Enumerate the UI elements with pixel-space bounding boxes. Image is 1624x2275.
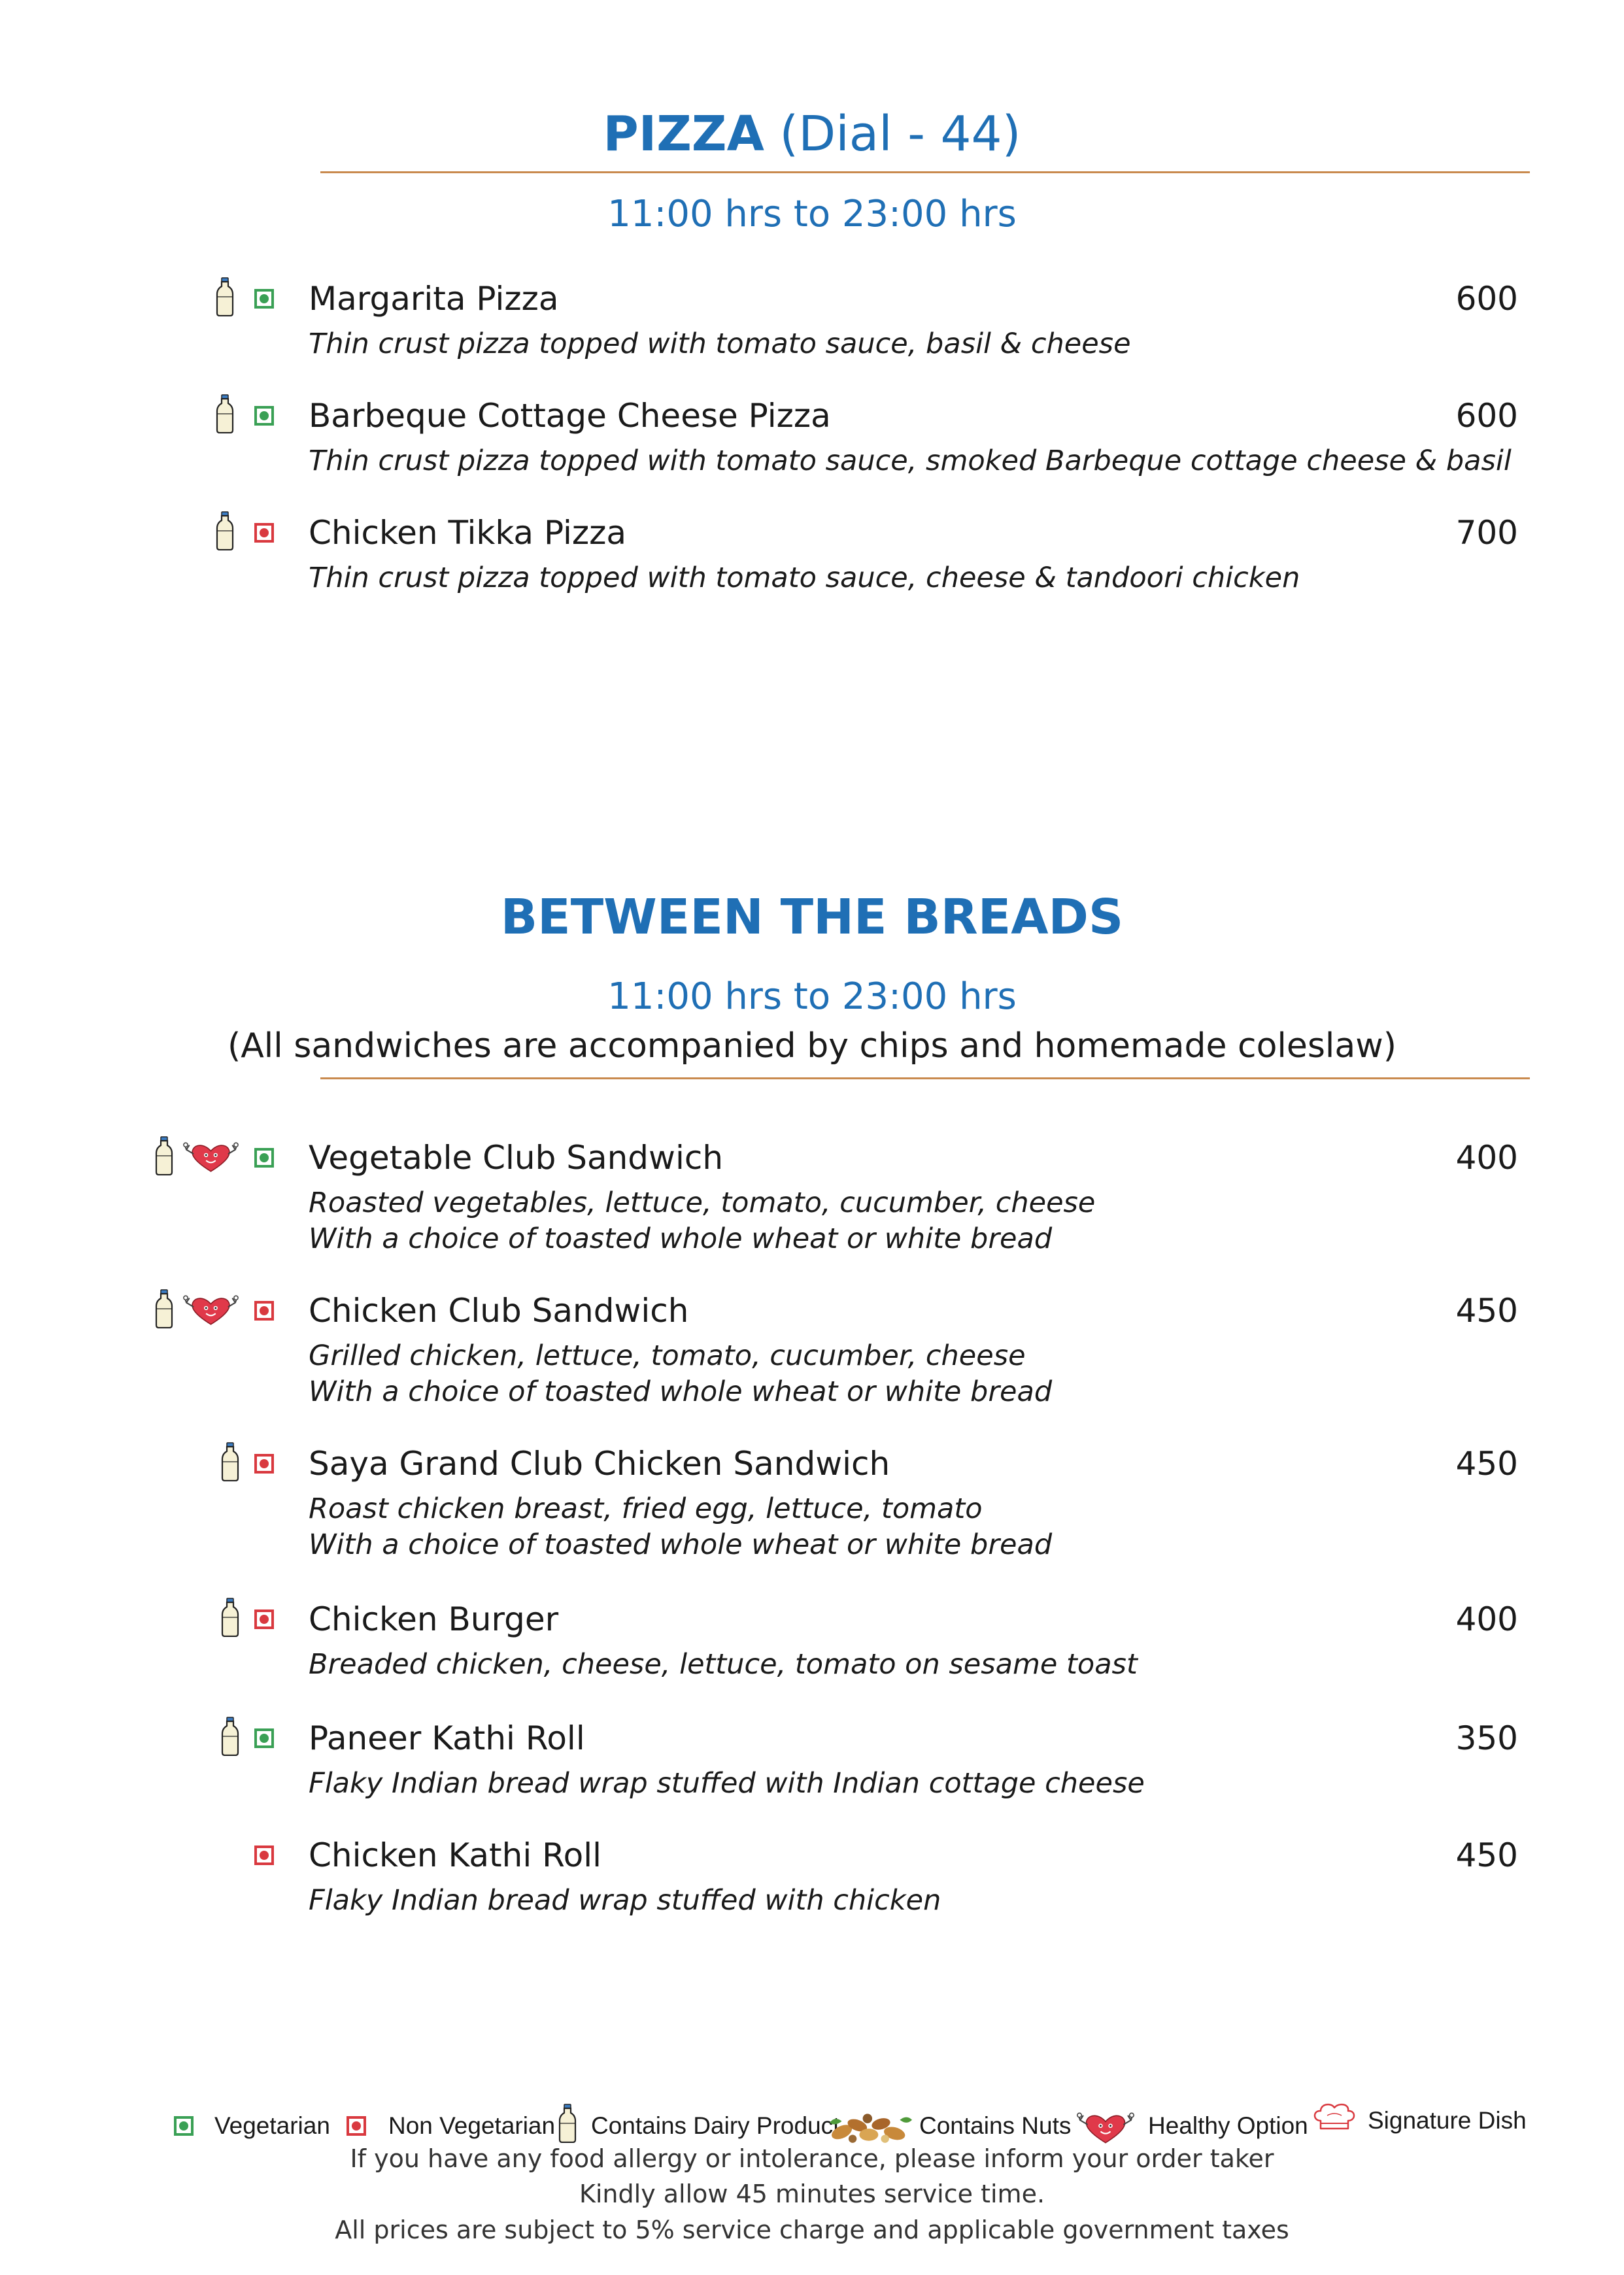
item-description: Flaky Indian bread wrap stuffed with Indian cottage cheese: [309, 1767, 1145, 1800]
pizza-title-dial: (Dial - 44): [764, 106, 1021, 162]
dairy-icon: [154, 1136, 174, 1175]
item-description: Grilled chicken, lettuce, tomato, cucumber, cheese: [309, 1340, 1026, 1372]
legend-dairy-label: Contains Dairy Product: [591, 2112, 840, 2139]
dairy-icon: [220, 1598, 240, 1637]
non-veg-icon: [254, 523, 274, 543]
item-name: Saya Grand Club Chicken Sandwich: [309, 1445, 890, 1483]
veg-icon: [254, 1728, 274, 1748]
item-price: 400: [1455, 1600, 1518, 1638]
legend-non-veg-icon: [347, 2116, 366, 2136]
item-price: 600: [1455, 280, 1518, 318]
dairy-icon: [215, 394, 235, 433]
healthy-heart-icon: [183, 1140, 239, 1174]
item-description: Roast chicken breast, fried egg, lettuce, tomato: [309, 1492, 983, 1525]
item-name: Chicken Tikka Pizza: [309, 514, 627, 552]
item-price: 450: [1455, 1292, 1518, 1330]
item-name: Barbeque Cottage Cheese Pizza: [309, 397, 831, 435]
item-description: With a choice of toasted whole wheat or white bread: [309, 1222, 1053, 1255]
dairy-icon: [154, 1289, 174, 1328]
item-name: Chicken Burger: [309, 1600, 559, 1638]
item-price: 600: [1455, 397, 1518, 435]
breads-hours: 11:00 hrs to 23:00 hrs: [607, 975, 1017, 1018]
legend-chef-hat-icon: [1311, 2101, 1357, 2134]
legend-signature-label: Signature Dish: [1368, 2107, 1527, 2134]
item-price: 700: [1455, 514, 1518, 552]
footer-charges-note: All prices are subject to 5% service charge and applicable government taxes: [335, 2216, 1289, 2244]
item-price: 350: [1455, 1719, 1518, 1757]
item-description: With a choice of toasted whole wheat or white bread: [309, 1375, 1053, 1408]
item-description: Thin crust pizza topped with tomato sauce, smoked Barbeque cottage cheese & basil: [309, 445, 1512, 477]
pizza-hours: 11:00 hrs to 23:00 hrs: [607, 193, 1017, 235]
non-veg-icon: [254, 1301, 274, 1321]
item-name: Chicken Club Sandwich: [309, 1292, 689, 1330]
footer-service-time: Kindly allow 45 minutes service time.: [579, 2180, 1045, 2208]
legend-healthy-icon: [1076, 2110, 1135, 2146]
non-veg-icon: [254, 1845, 274, 1865]
item-price: 450: [1455, 1836, 1518, 1874]
legend-nuts-label: Contains Nuts: [919, 2112, 1072, 2139]
dairy-icon: [220, 1442, 240, 1481]
non-veg-icon: [254, 1454, 274, 1474]
breads-section-title: BETWEEN THE BREADS: [500, 889, 1124, 945]
non-veg-icon: [254, 1609, 274, 1629]
legend-vegetarian-label: Vegetarian: [214, 2112, 330, 2139]
veg-icon: [254, 406, 274, 426]
dairy-icon: [215, 511, 235, 550]
veg-icon: [254, 289, 274, 309]
item-name: Chicken Kathi Roll: [309, 1836, 601, 1874]
pizza-title-bold: PIZZA: [603, 106, 764, 162]
item-name: Paneer Kathi Roll: [309, 1719, 585, 1757]
item-price: 400: [1455, 1139, 1518, 1177]
item-description: Thin crust pizza topped with tomato sauce, basil & cheese: [309, 328, 1131, 360]
breads-title-divider: [320, 1077, 1530, 1079]
dairy-icon: [215, 277, 235, 316]
pizza-title-divider: [320, 171, 1530, 173]
veg-icon: [254, 1148, 274, 1168]
footer-allergy-note: If you have any food allergy or intolerance, please inform your order taker: [350, 2144, 1274, 2173]
legend-veg-icon: [174, 2116, 194, 2136]
item-description: Roasted vegetables, lettuce, tomato, cucumber, cheese: [309, 1187, 1096, 1219]
dairy-icon: [220, 1717, 240, 1756]
pizza-section-title: [0, 106, 1624, 162]
item-description: Thin crust pizza topped with tomato sauce, cheese & tandoori chicken: [309, 562, 1300, 594]
item-description: With a choice of toasted whole wheat or white bread: [309, 1528, 1053, 1561]
item-description: Breaded chicken, cheese, lettuce, tomato on sesame toast: [309, 1648, 1138, 1681]
legend-dairy-icon: [558, 2104, 577, 2143]
item-name: Vegetable Club Sandwich: [309, 1139, 724, 1177]
breads-accompaniment-note: (All sandwiches are accompanied by chips and homemade coleslaw): [227, 1026, 1397, 1066]
item-description: Flaky Indian bread wrap stuffed with chicken: [309, 1884, 941, 1917]
item-price: 450: [1455, 1445, 1518, 1483]
item-name: Margarita Pizza: [309, 280, 559, 318]
legend-healthy-label: Healthy Option: [1148, 2112, 1308, 2139]
legend-nuts-icon: [825, 2105, 917, 2146]
legend: [0, 2106, 1624, 2146]
healthy-heart-icon: [183, 1293, 239, 1327]
legend-non-vegetarian-label: Non Vegetarian: [388, 2112, 556, 2139]
